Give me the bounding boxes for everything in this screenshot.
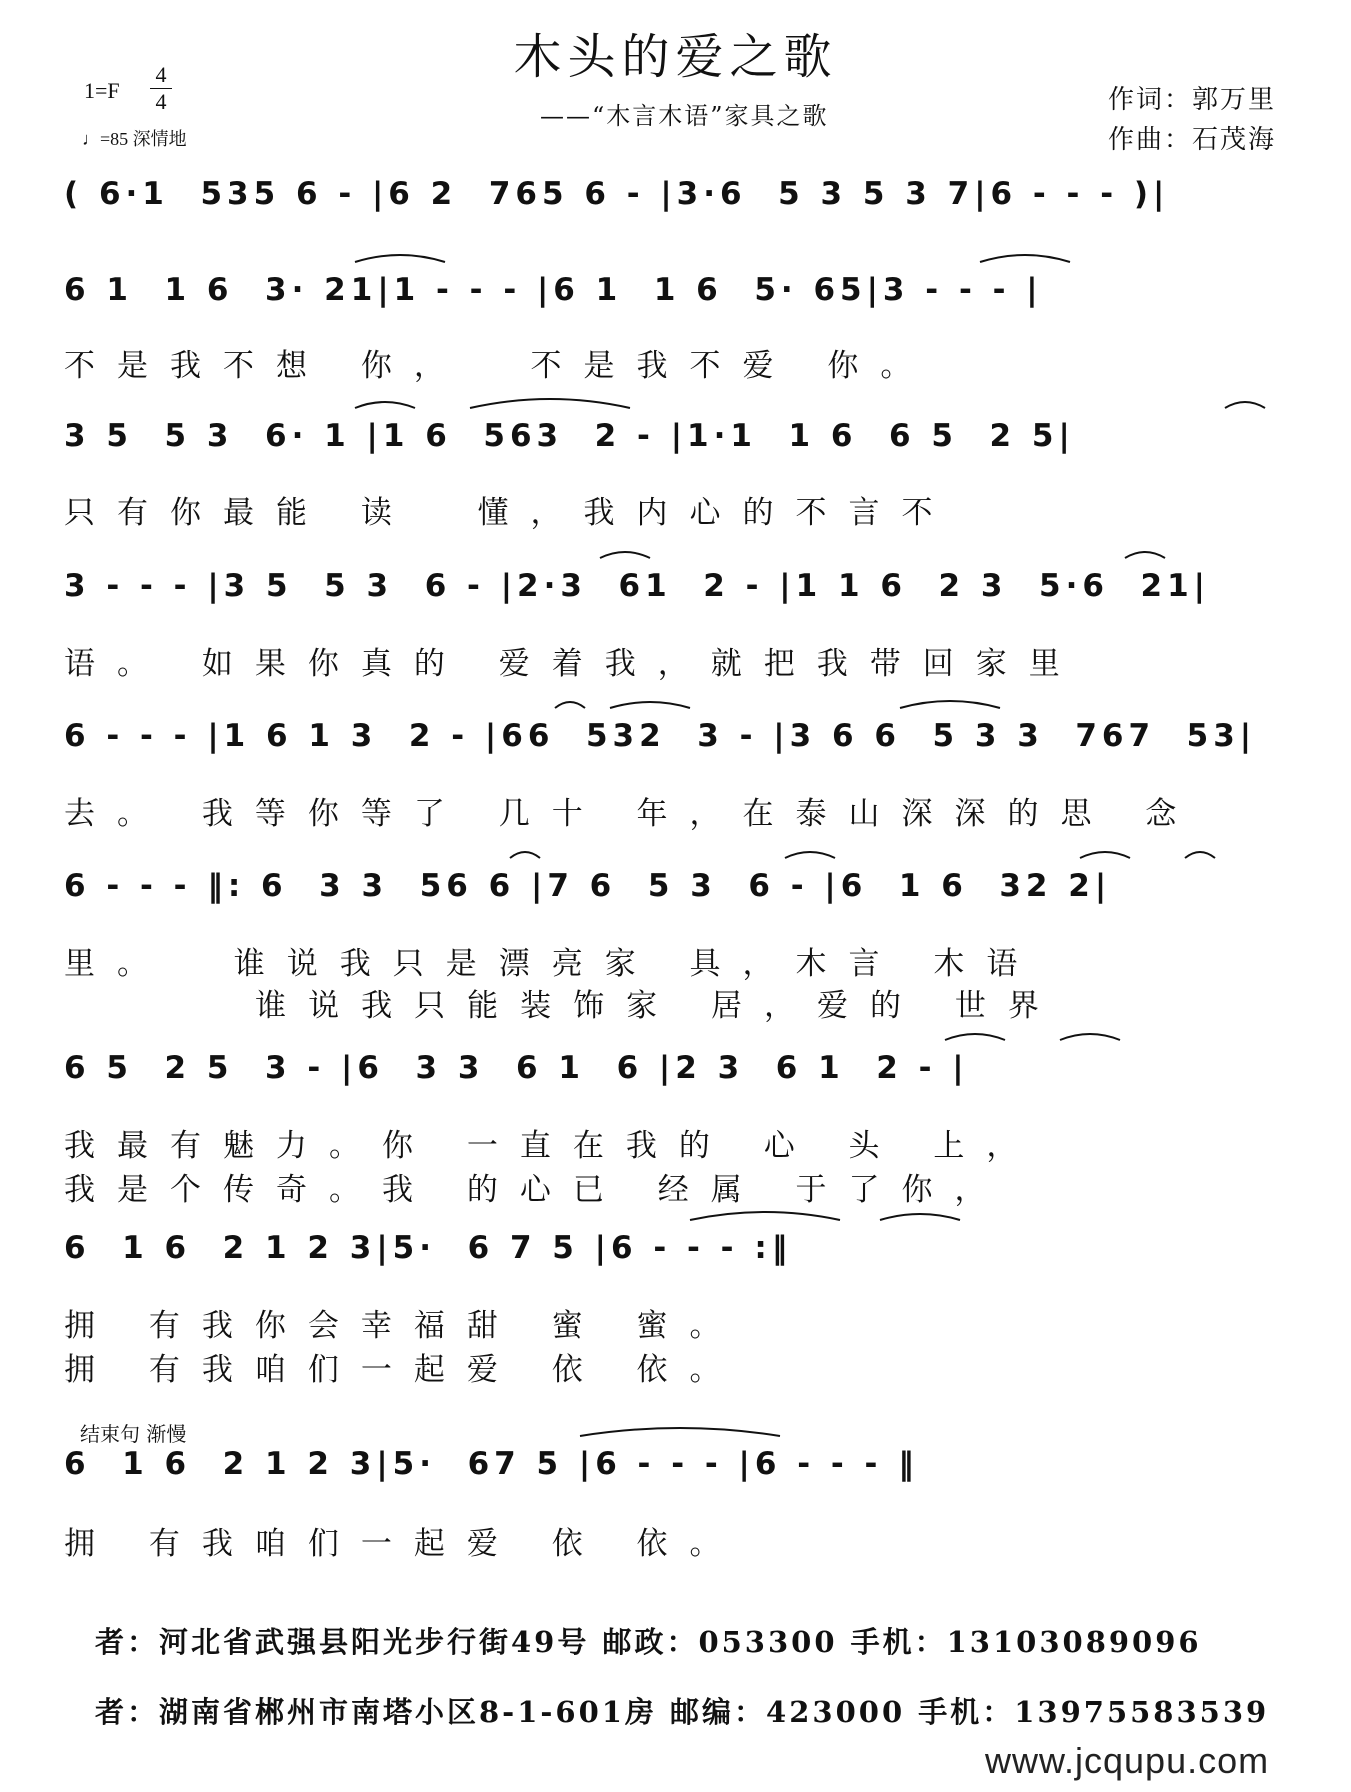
ending-label: 结束句 渐慢 xyxy=(80,1422,187,1446)
notation-line-8: 6 1 6 2 1 2 3|5· 6 7 5 |6 - - - :‖ xyxy=(64,1230,793,1266)
lyric-line-1: 不是我不想 你， 不是我不爱 你。 xyxy=(64,348,934,384)
notation-line-4: 3 - - - |3 5 5 3 6 - |2·3 61 2 - |1 1 6 2 3 5·6 21| xyxy=(64,568,1210,604)
lyric-line-7b: 拥 有我咱们一起爱 依 依。 xyxy=(64,1352,743,1388)
slur xyxy=(1080,852,1130,858)
lyric-line-3: 语。 如果你真的 爱着我，就把我带回家里 xyxy=(64,646,1082,682)
slur xyxy=(945,1034,1005,1040)
notation-line-2: 6 1 1 6 3· 21|1 - - - |6 1 1 6 5· 65|3 - - - | xyxy=(64,272,1043,308)
slur xyxy=(690,1212,840,1220)
slur xyxy=(1225,402,1265,408)
lyric-line-5b: 谁说我只能装饰家 居，爱的 世界 xyxy=(64,988,1061,1024)
slur xyxy=(580,1428,780,1436)
notation-line-5: 6 - - - |1 6 1 3 2 - |66 532 3 - |3 6 6 5 3 3 767 53| xyxy=(64,718,1257,754)
tempo-marking: ♩=85 深情地 xyxy=(82,129,187,149)
lyric-line-4: 去。 我等你等了 几十 年，在泰山深深的思 念 xyxy=(64,796,1199,832)
lyric-line-6b: 我是个传奇。我 的心已 经属 于了你， xyxy=(64,1172,1008,1208)
slur xyxy=(980,255,1070,262)
slur xyxy=(600,552,650,558)
slur xyxy=(1060,1034,1120,1040)
lyric-line-5a: 里。 谁说我只是漂亮家 具，木言 木语 xyxy=(64,946,1040,982)
slur xyxy=(900,701,1000,708)
meter-bottom: 4 xyxy=(150,88,172,115)
slur xyxy=(785,852,835,858)
notation-line-6: 6 - - - ‖: 6 3 3 56 6 |7 6 5 3 6 - |6 1 6 32 2| xyxy=(64,868,1112,904)
slur xyxy=(355,255,445,262)
meter-top: 4 xyxy=(155,62,167,87)
lyric-line-2: 只有你最能 读 懂，我内心的不言不 xyxy=(64,495,955,531)
slur xyxy=(355,402,415,408)
lyricist: 作词：郭万里 xyxy=(1108,85,1277,115)
slur xyxy=(555,702,585,708)
notation-line-1: ( 6·1 535 6 - |6 2 765 6 - |3·6 5 3 5 3 7|6 - - - )| xyxy=(64,176,1170,212)
slur xyxy=(610,702,690,708)
lyric-line-7a: 拥 有我你会幸福甜 蜜 蜜。 xyxy=(64,1308,743,1344)
song-title: 木头的爱之歌 xyxy=(513,29,838,85)
composer: 作曲：石茂海 xyxy=(1108,125,1277,155)
notation-line-7: 6 5 2 5 3 - |6 3 3 6 1 6 |2 3 6 1 2 - | xyxy=(64,1050,969,1086)
key-signature: 1=F xyxy=(84,78,120,103)
notation-line-9: 6 1 6 2 1 2 3|5· 67 5 |6 - - - |6 - - - ‖ xyxy=(64,1446,919,1482)
slur xyxy=(510,852,540,858)
slur xyxy=(470,399,630,408)
lyric-line-8: 拥 有我咱们一起爱 依 依。 xyxy=(64,1526,743,1562)
slur xyxy=(1125,552,1165,558)
website-watermark: www.jcqupu.com xyxy=(985,1740,1270,1781)
song-subtitle: ——“木言木语”家具之歌 xyxy=(540,102,829,130)
slur xyxy=(880,1214,960,1220)
address-line-2: 者：湖南省郴州市南塔小区8-1-601房 邮编：423000 手机：13975583539 xyxy=(95,1695,1270,1729)
lyric-line-6a: 我最有魅力。你 一直在我的 心 头 上， xyxy=(64,1128,1040,1164)
slur xyxy=(1185,852,1215,858)
address-line-1: 者：河北省武强县阳光步行街49号 邮政：053300 手机：13103089096 xyxy=(95,1625,1202,1659)
notation-line-3: 3 5 5 3 6· 1 |1 6 563 2 - |1·1 1 6 6 5 2 5| xyxy=(64,418,1075,454)
